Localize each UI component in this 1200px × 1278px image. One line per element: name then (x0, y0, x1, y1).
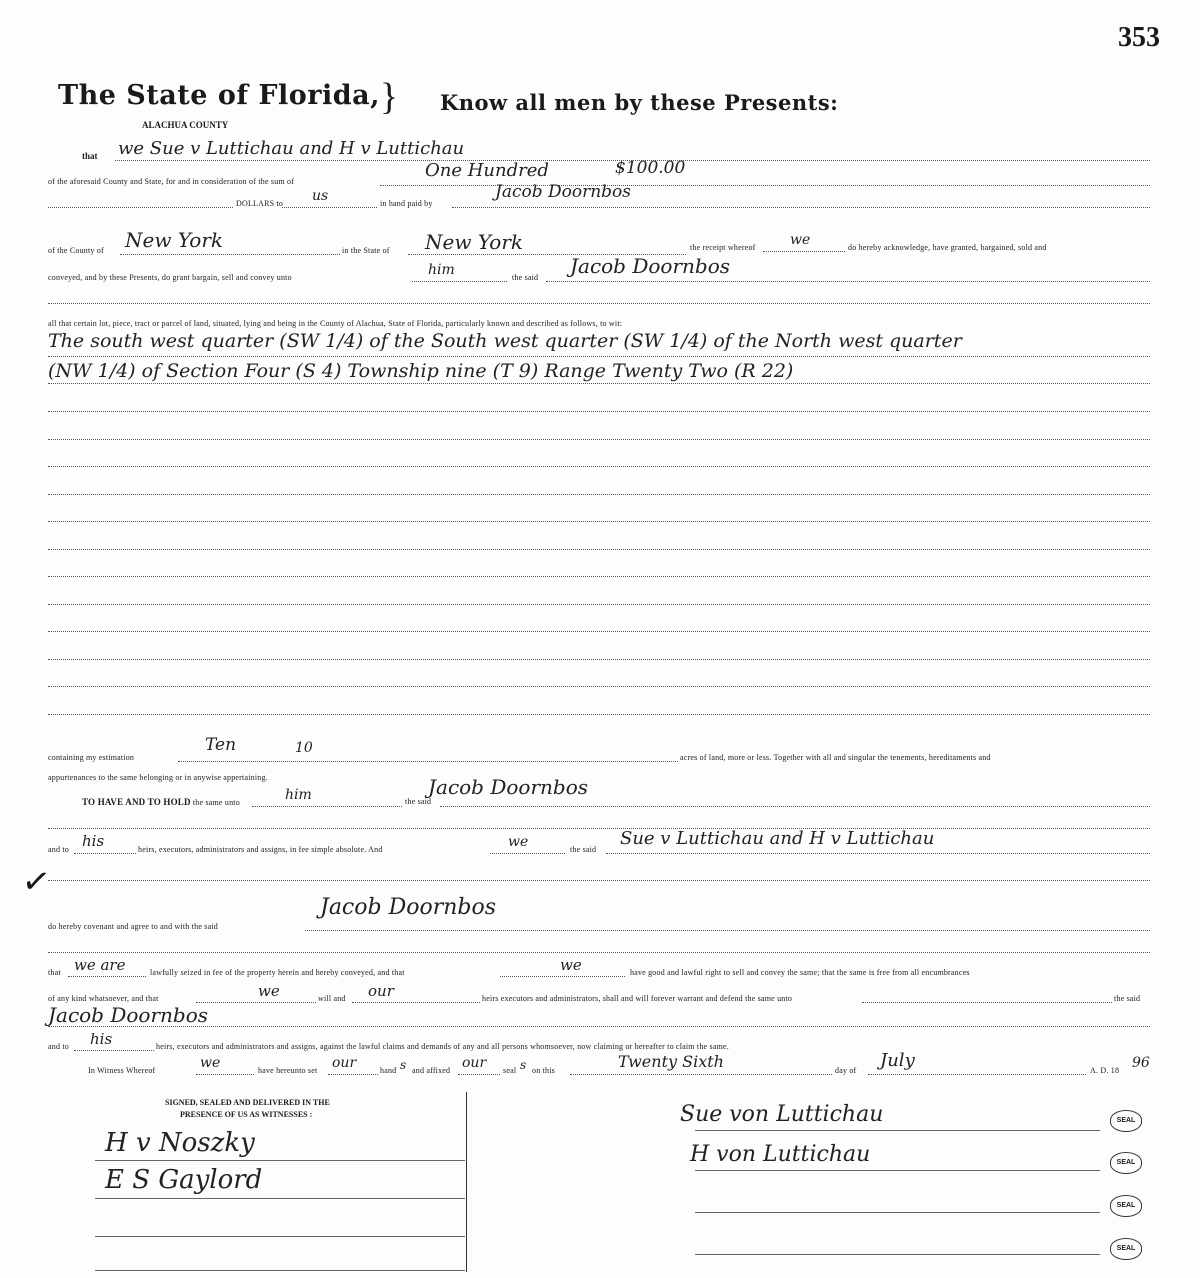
day-of-label: day of (835, 1066, 857, 1075)
ruled-line (48, 494, 1150, 495)
ruled-line (48, 439, 1150, 440)
seal-1: SEAL (1110, 1110, 1142, 1132)
hereunto-label: have hereunto set (258, 1066, 318, 1075)
witness-we-value: we (200, 1055, 221, 1071)
dollars-to-value: us (312, 188, 329, 204)
year-value: 96 (1132, 1055, 1150, 1071)
witness-label: In Witness Whereof (88, 1066, 156, 1075)
acres-label: acres of land, more or less. Together with all and singular the tenements, hereditaments and (680, 753, 991, 762)
unto-name-value: Jacob Doornbos (48, 1003, 209, 1027)
that-label: that (82, 151, 98, 161)
receipt-label: the receipt whereof (690, 243, 756, 252)
whatsoever-we-value: we (258, 982, 280, 1000)
ruled-line (48, 576, 1150, 577)
acres-number: 10 (295, 740, 313, 756)
heirs-warrant-label: heirs executors and administrators, shall and will forever warrant and defend the same unto (482, 994, 793, 1003)
aforesaid-label: of the aforesaid County and State, for and in consideration of the sum of (48, 177, 295, 186)
dollars-to-label: DOLLARS to (236, 199, 284, 208)
ruled-line (48, 659, 1150, 660)
and-to-his-value: his (90, 1030, 113, 1048)
covenant-value: Jacob Doornbos (320, 895, 497, 920)
grantor2-signature: H von Luttichau (690, 1142, 871, 1167)
good-right-label: have good and lawful right to sell and convey the same; that the same is free from all encumbrances (630, 968, 970, 977)
and-to-2-label: and to (48, 1042, 69, 1051)
presence-label: PRESENCE OF US AS WITNESSES : (180, 1110, 313, 1119)
ruled-line (48, 549, 1150, 550)
hold-unto-value: him (285, 787, 312, 803)
that-2-label: that (48, 968, 61, 977)
all-that-label: all that certain lot, piece, tract or parcel of land, situated, lying and being in the County of Alachua, State of Florida, particularly known and described as follows, to wit: (48, 319, 623, 328)
covenant-label: do hereby covenant and agree to and with the said (48, 922, 218, 931)
signed-sealed-label: SIGNED, SEALED AND DELIVERED IN THE (165, 1098, 330, 1107)
legal-description-line2: (NW 1/4) of Section Four (S 4) Township nine (T 9) Range Twenty Two (R 22) (48, 360, 794, 382)
hands-s-value: s (400, 1058, 407, 1072)
ruled-line (48, 686, 1150, 687)
month-value: July (880, 1050, 915, 1071)
seal-4: SEAL (1110, 1238, 1142, 1260)
header-brace: } (380, 76, 399, 118)
heirs-fee-label: heirs, executors, administrators and assigns, in fee simple absolute. And (138, 845, 383, 854)
acres-words: Ten (205, 735, 237, 755)
the-said-label: the said (512, 273, 539, 282)
day-value: Twenty Sixth (618, 1052, 724, 1071)
witness2-signature: E S Gaylord (105, 1165, 263, 1195)
hold-said-value: Jacob Doornbos (428, 775, 589, 799)
and-to-value: his (82, 832, 105, 850)
page-number: 353 (1118, 22, 1160, 53)
that-we-are-value: we are (74, 956, 126, 974)
know-all-title: Know all men by these Presents: (440, 90, 839, 115)
ruled-line (48, 466, 1150, 467)
ruled-line (48, 631, 1150, 632)
paid-by-label: in hand paid by (380, 199, 433, 208)
set-our-value: our (332, 1055, 357, 1071)
and-that-value: we (560, 956, 582, 974)
witness-divider (466, 1092, 467, 1272)
appurtenances-label: appurtenances to the same belonging or in anywise appertaining. (48, 773, 268, 782)
ruled-line (48, 411, 1150, 412)
same-unto-label: the same unto (192, 798, 240, 807)
ad-label: A. D. 18 (1090, 1066, 1120, 1075)
heirs-claims-label: heirs, executors and administrators and assigns, against the lawful claims and demands of any and all persons whomsoever, now claiming or hereafter to claim the same. (156, 1042, 729, 1051)
county-value: New York (125, 228, 223, 252)
affixed-our-value: our (462, 1055, 487, 1071)
containing-label: containing my estimation (48, 753, 135, 762)
state-title: The State of Florida, (58, 80, 381, 111)
and-we-value: we (508, 834, 529, 850)
legal-description-line1: The south west quarter (SW 1/4) of the South west quarter (SW 1/4) of the North west quarter (48, 330, 962, 352)
to-have-label: TO HAVE AND TO HOLD (82, 797, 191, 807)
grantor1-signature: Sue von Luttichau (680, 1102, 884, 1127)
state-of-label: in the State of (342, 246, 390, 255)
county-of-label: of the County of (48, 246, 104, 255)
said-grantors-label: the said (570, 845, 597, 854)
witness1-signature: H v Noszky (105, 1128, 255, 1158)
ruled-line (48, 714, 1150, 715)
check-mark: ✓ (19, 862, 53, 903)
seal-2: SEAL (1110, 1152, 1142, 1174)
affixed-label: and affixed (412, 1066, 451, 1075)
said-grantors-value: Sue v Luttichau and H v Luttichau (620, 828, 935, 849)
sum-words: One Hundred (425, 160, 549, 181)
ruled-line (48, 521, 1150, 522)
and-to-label: and to (48, 845, 69, 854)
seal-3: SEAL (1110, 1195, 1142, 1217)
hold-said-label: the said (405, 797, 432, 806)
ruled-line (48, 604, 1150, 605)
hand-label: hand (380, 1066, 397, 1075)
the-said-value: Jacob Doornbos (570, 254, 731, 278)
receipt-value: we (790, 232, 811, 248)
lawfully-seized-label: lawfully seized in fee of the property herein and hereby conveyed, and that (150, 968, 405, 977)
our-value: our (368, 982, 394, 1000)
on-this-label: on this (532, 1066, 555, 1075)
county-label: ALACHUA COUNTY (142, 120, 229, 130)
acknowledge-label: do hereby acknowledge, have granted, bargained, sold and (848, 243, 1047, 252)
will-and-label: will and (318, 994, 346, 1003)
sum-amount: $100.00 (615, 158, 686, 178)
grantors-handwritten: we Sue v Luttichau and H v Luttichau (118, 138, 465, 159)
said-end-label: the said (1114, 994, 1141, 1003)
seals-s-value: s (520, 1058, 527, 1072)
seal-label: seal (503, 1066, 517, 1075)
conveyed-label: conveyed, and by these Presents, do grant bargain, sell and convey unto (48, 273, 292, 282)
state-value: New York (425, 230, 523, 254)
paid-by-name: Jacob Doornbos (495, 182, 632, 202)
convey-unto-value: him (428, 262, 455, 278)
of-any-label: of any kind whatsoever, and that (48, 994, 159, 1003)
